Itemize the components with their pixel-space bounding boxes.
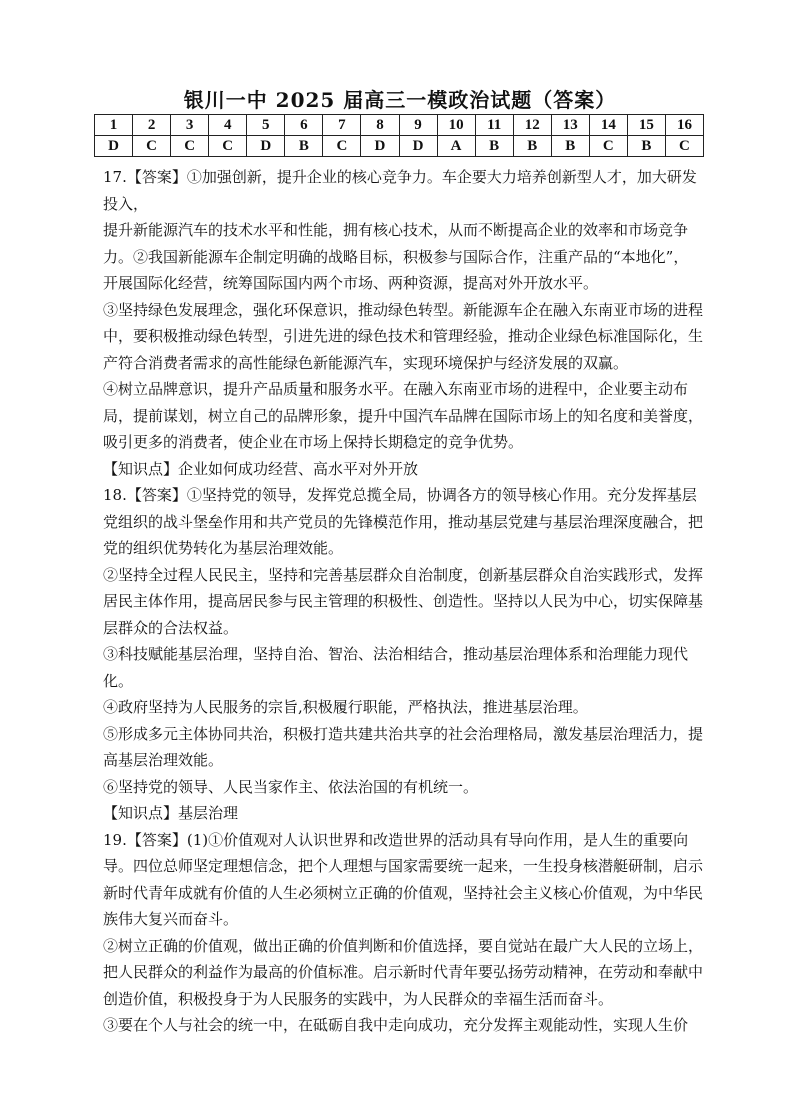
answer-cell: B (627, 136, 665, 157)
paragraph: 提升新能源汽车的技术水平和性能，拥有核心技术，从而不断提高企业的效率和市场竞争力。②我国新能源车企制定明确的战略目标，积极参与国际合作，注重产品的“本地化”，开展国际化经营，统筹国际国内两个市场、两种资源，提高对外开放水平。 (103, 221, 689, 292)
question-number: 7 (323, 115, 361, 136)
answer-cell: B (513, 136, 551, 157)
page-title: 银川一中 2025 届高三一模政治试题（答案） (183, 88, 617, 112)
question-number: 9 (399, 115, 437, 136)
knowledge-point: 【知识点】基层治理 (103, 804, 239, 822)
answer-content (103, 164, 703, 1039)
answer-cell: C (665, 136, 703, 157)
paragraph: ③要在个人与社会的统一中，在砥砺自我中走向成功，充分发挥主观能动性，实现人生价 (103, 1016, 689, 1034)
answer-cell: B (475, 136, 513, 157)
question-number: 6 (285, 115, 323, 136)
question-number-row (95, 115, 704, 136)
question-number: 14 (589, 115, 627, 136)
question-19-answer (103, 827, 703, 1039)
paragraph: ④树立品牌意识，提升产品质量和服务水平。在融入东南亚市场的进程中，企业要主动布局，提前谋划，树立自己的品牌形象，提升中国汽车品牌在国际市场上的知名度和美誉度，吸引更多的消费者，使企业在市场上保持长期稳定的竞争优势。 (103, 380, 704, 451)
answer-cell: D (361, 136, 399, 157)
answer-cell: C (589, 136, 627, 157)
paragraph: 19.【答案】(1)①价值观对人认识世界和改造世界的活动具有导向作用，是人生的重要向导。四位总师坚定理想信念，把个人理想与国家需要统一起来，一生投身核潜艇研制，启示新时代青年成就有价值的人生必须树立正确的价值观，坚持社会主义核心价值观，为中华民族伟大复兴而奋斗。 (103, 830, 704, 928)
question-number: 2 (133, 115, 171, 136)
paragraph: ②树立正确的价值观，做出正确的价值判断和价值选择，要自觉站在最广大人民的立场上，把人民群众的利益作为最高的价值标准。启示新时代青年要弘扬劳动精神，在劳动和奉献中创造价值，积极投身于为人民服务的实践中，为人民群众的幸福生活而奋斗。 (103, 936, 704, 1008)
question-number: 16 (665, 115, 703, 136)
paragraph: ③科技赋能基层治理，坚持自治、智治、法治相结合，推动基层治理体系和治理能力现代化。 (103, 645, 689, 690)
paragraph: ⑤形成多元主体协同共治，积极打造共建共治共享的社会治理格局，激发基层治理活力，提高基层治理效能。 (103, 724, 704, 769)
question-number: 15 (627, 115, 665, 136)
question-number: 12 (513, 115, 551, 136)
answer-cell: C (209, 136, 247, 157)
answer-cell: D (247, 136, 285, 157)
question-number: 1 (95, 115, 133, 136)
question-18-answer (103, 482, 703, 827)
answer-table (94, 114, 704, 157)
question-number: 4 (209, 115, 247, 136)
paragraph: 18.【答案】①坚持党的领导，发挥党总揽全局，协调各方的领导核心作用。充分发挥基层党组织的战斗堡垒作用和共产党员的先锋模范作用，推动基层党建与基层治理深度融合，把党的组织优势转化为基层治理效能。 (103, 486, 704, 557)
paragraph: ④政府坚持为人民服务的宗旨,积极履行职能，严格执法，推进基层治理。 (103, 698, 588, 716)
question-number: 8 (361, 115, 399, 136)
answer-cell: D (399, 136, 437, 157)
question-number: 13 (551, 115, 589, 136)
question-number: 10 (437, 115, 475, 136)
answer-cell: C (133, 136, 171, 157)
answer-cell: B (551, 136, 589, 157)
answer-cell: D (95, 136, 133, 157)
paragraph: ⑥坚持党的领导、人民当家作主、依法治国的有机统一。 (103, 777, 479, 796)
answer-cell: C (323, 136, 361, 157)
answer-cell: C (171, 136, 209, 157)
paragraph: ③坚持绿色发展理念，强化环保意识，推动绿色转型。新能源车企在融入东南亚市场的进程中，要积极推动绿色转型，引进先进的绿色技术和管理经验，推动企业绿色标准国际化，生产符合消费者需求的高性能绿色新能源汽车，实现环境保护与经济发展的双赢。 (103, 300, 704, 372)
answer-row (95, 136, 704, 157)
question-17-answer (103, 164, 703, 482)
question-number: 5 (247, 115, 285, 136)
question-number: 11 (475, 115, 513, 136)
knowledge-point: 【知识点】企业如何成功经营、高水平对外开放 (103, 459, 419, 478)
paragraph: ②坚持全过程人民民主，坚持和完善基层群众自治制度，创新基层群众自治实践形式，发挥居民主体作用，提高居民参与民主管理的积极性、创造性。坚持以人民为中心，切实保障基层群众的合法权益。 (103, 565, 704, 637)
answer-cell: B (285, 136, 323, 157)
question-number: 3 (171, 115, 209, 136)
answer-cell: A (437, 136, 475, 157)
paragraph: 17.【答案】①加强创新，提升企业的核心竞争力。车企要大力培养创新型人才，加大研发投入， (103, 168, 697, 213)
